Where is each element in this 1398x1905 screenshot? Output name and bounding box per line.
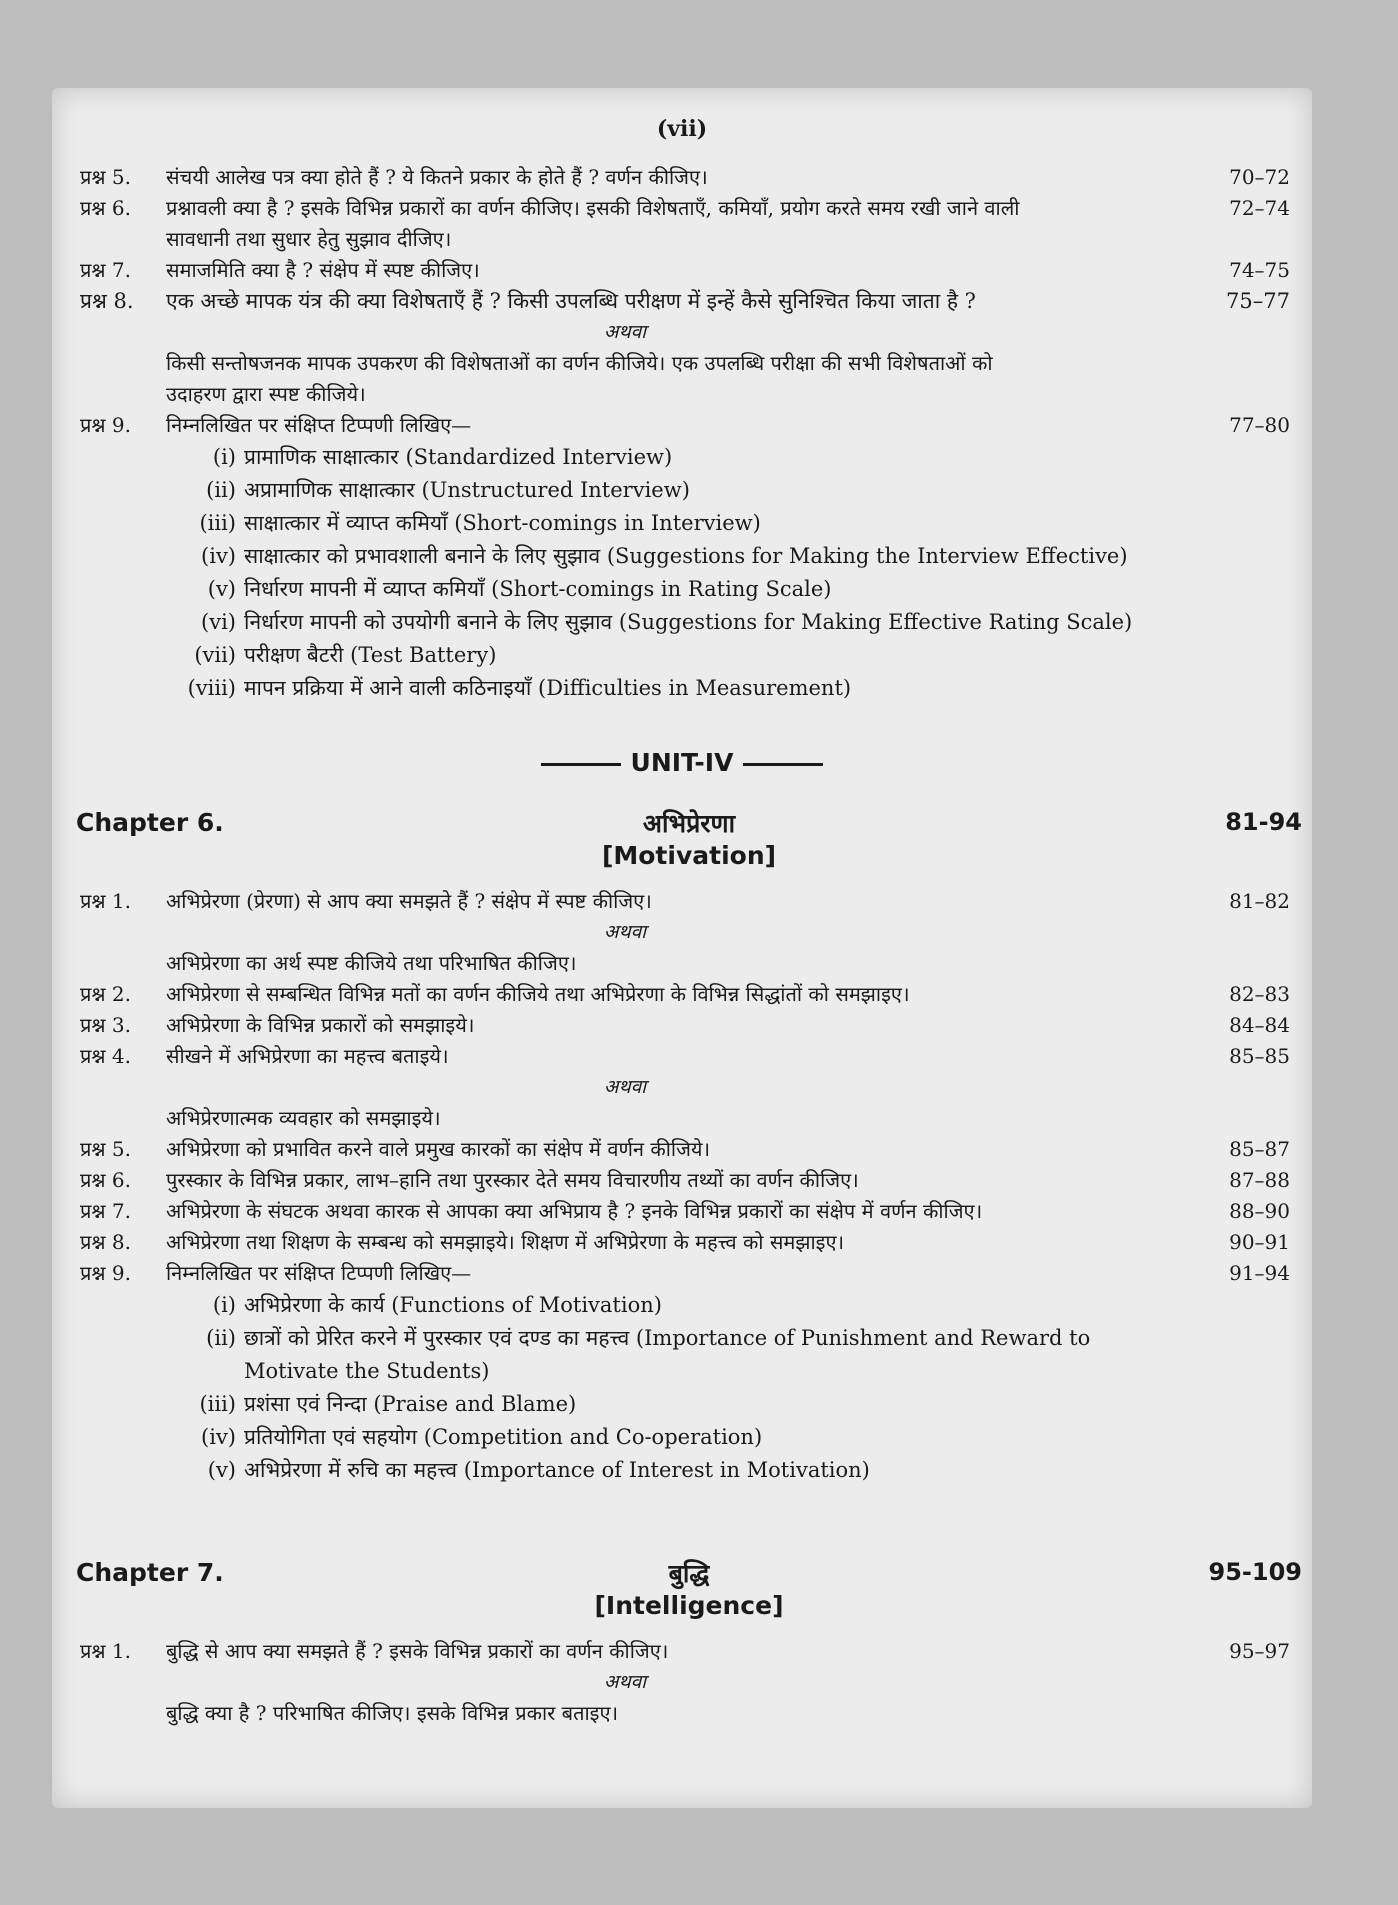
sub-item: (i) अभिप्रेरणा के कार्य (Functions of Motivation) <box>212 1293 662 1317</box>
toc-section-3 <box>80 1636 1290 1729</box>
toc-row: प्रश्न 1. अभिप्रेरणा (प्रेरणा) से आप क्या समझते हैं ? संक्षेप में स्पष्ट कीजिए। 81–82 <box>80 889 1290 913</box>
sub-item: (v) निर्धारण मापनी में व्याप्त कमियाँ (Short-comings in Rating Scale) <box>207 577 832 601</box>
toc-alt-line: अभिप्रेरणा का अर्थ स्पष्ट कीजिये तथा परिभाषित कीजिए। <box>166 951 577 975</box>
toc-row: प्रश्न 6. पुरस्कार के विभिन्न प्रकार, लाभ–हानि तथा पुरस्कार देते समय विचारणीय तथ्यों का वर्णन कीजिए। 87–88 <box>80 1168 1290 1192</box>
toc-section-2 <box>80 886 1290 1487</box>
toc-section-1 <box>80 162 1290 705</box>
toc-row: प्रश्न 9. निम्नलिखित पर संक्षिप्त टिप्पणी लिखिए— 77–80 <box>80 413 1290 437</box>
toc-row: प्रश्न 5. अभिप्रेरणा को प्रभावित करने वाले प्रमुख कारकों का संक्षेप में वर्णन कीजिये। 85–87 <box>80 1137 1290 1161</box>
sub-item: (ii) छात्रों को प्रेरित करने में पुरस्कार एवं दण्ड का महत्त्व (Importance of Punishment and Reward to <box>206 1326 1091 1350</box>
sub-item: Motivate the Students) <box>244 1359 490 1383</box>
toc-row: प्रश्न 6. प्रश्नावली क्या है ? इसके विभिन्न प्रकारों का वर्णन कीजिए। इसकी विशेषताएँ, कमियाँ, प्रयोग करते समय रखी जाने वाली 72–74 <box>80 196 1290 220</box>
toc-alt-line: अभिप्रेरणात्मक व्यवहार को समझाइये। <box>166 1106 441 1130</box>
or-separator: अथवा <box>603 1671 647 1693</box>
toc-alt-line: उदाहरण द्वारा स्पष्ट कीजिये। <box>166 382 366 406</box>
document-page <box>52 88 1312 1808</box>
sub-item: (ii) अप्रामाणिक साक्षात्कार (Unstructured Interview) <box>206 478 690 502</box>
sub-item: (iii) प्रशंसा एवं निन्दा (Praise and Blame) <box>199 1392 577 1416</box>
toc-row: सावधानी तथा सुधार हेतु सुझाव दीजिए। <box>166 227 452 251</box>
sub-item: (iv) प्रतियोगिता एवं सहयोग (Competition and Co-operation) <box>201 1425 763 1449</box>
toc-row: प्रश्न 8. अभिप्रेरणा तथा शिक्षण के सम्बन्ध को समझाइये। शिक्षण में अभिप्रेरणा के महत्त्व को समझाइए। 90–91 <box>80 1230 1290 1254</box>
sub-item: (v) अभिप्रेरणा में रुचि का महत्त्व (Importance of Interest in Motivation) <box>207 1458 870 1482</box>
sub-item: (viii) मापन प्रक्रिया में आने वाली कठिनाइयाँ (Difficulties in Measurement) <box>187 676 852 700</box>
chapter-heading <box>76 1558 1302 1628</box>
chapter-title: बुद्धि [Intelligence] <box>594 1559 784 1620</box>
chapter-pages: 81-94 <box>1225 808 1302 836</box>
toc-row: प्रश्न 7. अभिप्रेरणा के संघटक अथवा कारक से आपका क्या अभिप्राय है ? इनके विभिन्न प्रकारों का संक्षेप में वर्णन कीजिए। 88–90 <box>80 1199 1290 1223</box>
toc-row: प्रश्न 3. अभिप्रेरणा के विभिन्न प्रकारों को समझाइये। 84–84 <box>80 1013 1290 1037</box>
toc-row: प्रश्न 5. संचयी आलेख पत्र क्या होते हैं ? ये कितने प्रकार के होते हैं ? वर्णन कीजिए। 70–72 <box>80 165 1290 189</box>
chapter-title: अभिप्रेरणा [Motivation] <box>601 809 777 870</box>
chapter-heading <box>76 808 1302 878</box>
or-separator: अथवा <box>603 1076 647 1098</box>
page-number: (vii) <box>656 116 708 142</box>
toc-row: प्रश्न 7. समाजमिति क्या है ? संक्षेप में स्पष्ट कीजिए। 74–75 <box>80 258 1290 282</box>
unit-heading: UNIT-IV <box>52 748 1312 777</box>
chapter-label: Chapter 6. <box>76 808 224 837</box>
sub-item: (vii) परीक्षण बैटरी (Test Battery) <box>194 643 497 667</box>
chapter-pages: 95-109 <box>1208 1558 1302 1586</box>
toc-alt-line: बुद्धि क्या है ? परिभाषित कीजिए। इसके विभिन्न प्रकार बताइए। <box>166 1701 619 1725</box>
divider <box>743 763 823 766</box>
toc-row: प्रश्न 1. बुद्धि से आप क्या समझते हैं ? इसके विभिन्न प्रकारों का वर्णन कीजिए। 95–97 <box>80 1639 1290 1663</box>
toc-row: प्रश्न 4. सीखने में अभिप्रेरणा का महत्त्व बताइये। 85–85 <box>80 1044 1290 1068</box>
toc-alt-line: किसी सन्तोषजनक मापक उपकरण की विशेषताओं का वर्णन कीजिये। एक उपलब्धि परीक्षा की सभी विशेषताओं को <box>166 351 993 375</box>
sub-item: (iv) साक्षात्कार को प्रभावशाली बनाने के लिए सुझाव (Suggestions for Making the Interview Effective) <box>201 544 1128 568</box>
sub-item: (iii) साक्षात्कार में व्याप्त कमियाँ (Short-comings in Interview) <box>199 511 761 535</box>
toc-row: प्रश्न 8. एक अच्छे मापक यंत्र की क्या विशेषताएँ हैं ? किसी उपलब्धि परीक्षण में इन्हें कैसे सुनिश्चित किया जाता है ? 75–77 <box>80 289 1290 313</box>
toc-row: प्रश्न 9. निम्नलिखित पर संक्षिप्त टिप्पणी लिखिए— 91–94 <box>80 1261 1290 1285</box>
chapter-label: Chapter 7. <box>76 1558 224 1587</box>
toc-row: प्रश्न 2. अभिप्रेरणा से सम्बन्धित विभिन्न मतों का वर्णन कीजिये तथा अभिप्रेरणा के विभिन्न सिद्धांतों को समझाइए। 82–83 <box>80 982 1290 1006</box>
or-separator: अथवा <box>603 321 647 343</box>
or-separator: अथवा <box>603 921 647 943</box>
divider <box>541 763 621 766</box>
sub-item: (i) प्रामाणिक साक्षात्कार (Standardized Interview) <box>212 445 673 469</box>
sub-item: (vi) निर्धारण मापनी को उपयोगी बनाने के लिए सुझाव (Suggestions for Making Effective Rating Scale) <box>201 610 1133 634</box>
